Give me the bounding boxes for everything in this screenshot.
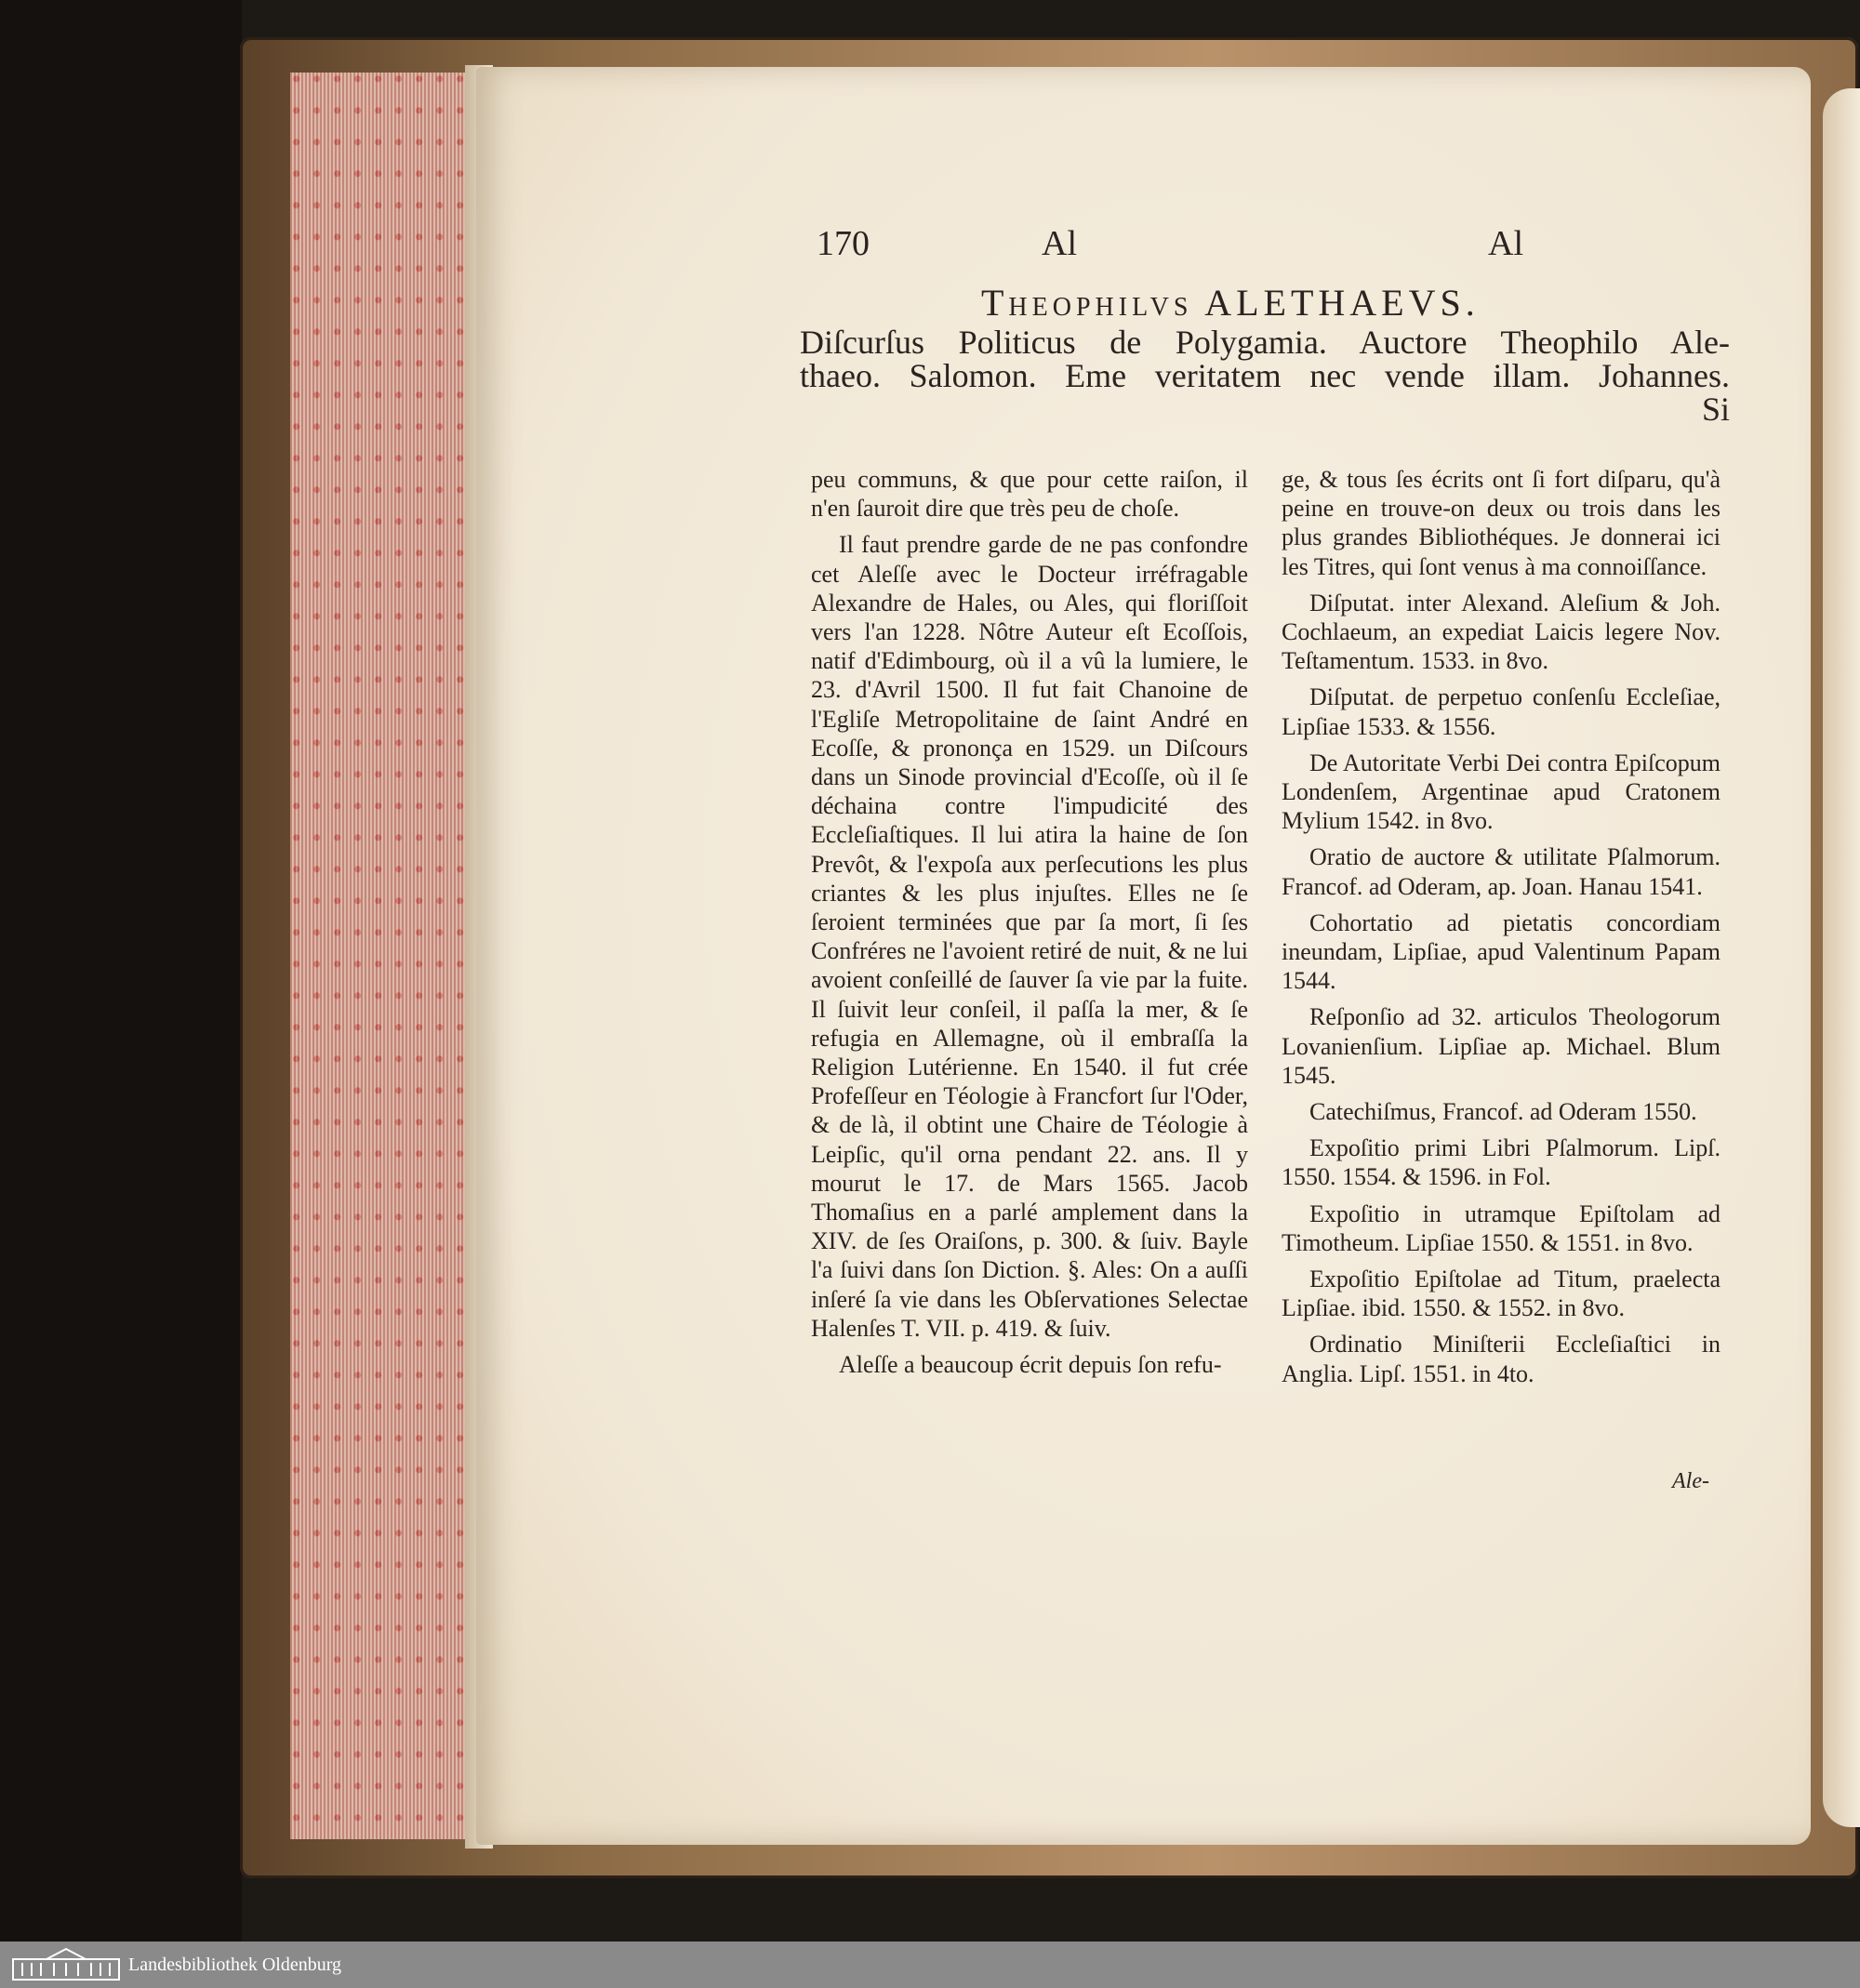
bibliography-entry: Diſputat. inter Alexand. Aleſium & Joh. Cochlaeum, an expediat Laicis legere Nov. Teſtamentum. 1533. in 8vo. [1282, 589, 1720, 675]
catchword: Ale- [1672, 1469, 1709, 1493]
entry-first-name: Theophilvs [981, 282, 1193, 324]
bibliography-entry: Expoſitio in utramque Epiſtolam ad Timotheum. Lipſiae 1550. & 1551. in 8vo. [1282, 1199, 1720, 1256]
left-column [811, 465, 1248, 1386]
bibliography-entry: Oratio de auctore & utilitate Pſalmorum. Francof. ad Oderam, ap. Joan. Hanau 1541. [1282, 843, 1720, 900]
library-footer [0, 1942, 1860, 1988]
entry-title [981, 281, 1576, 325]
left-paragraph: Aleſſe a beaucoup écrit depuis ſon refu- [839, 1351, 1222, 1379]
library-name: Landesbibliothek Oldenburg [128, 1954, 342, 1975]
page-number: 170 [817, 224, 870, 263]
book-title-block [800, 325, 1730, 426]
book-title-line-3: Si [1701, 391, 1730, 428]
left-paragraph: Il faut prendre garde de ne pas confondre cet Aleſſe avec le Docteur irréfragable Alexandre de Hales, ou Ales, qui floriſſoit vers l'an 1228. Nôtre Auteur eſt Ecoſſois, natif d'Edimbourg, où il a vû la lumiere, le 23. d'Avril 1500. Il fut fait Chanoine de l'Egliſe Metropolitaine de ſaint André en Ecoſſe, & prononça en 1529. un Diſcours dans un Sinode provincial d'Ecoſſe, où il ſe déchaina contre l'impudicité des Eccleſiaſtiques. Il lui atira la haine de ſon Prevôt, & l'expoſa aux perſecutions les plus criantes & les plus injuſtes. Elles ne ſe ſeroient terminées que par ſa mort, ſi ſes Confréres ne l'avoient retiré de nuit, & ne lui avoient conſeillé de ſauver ſa vie par la fuite. Il ſuivit leur conſeil, il paſſa la mer, & ſe refugia en Allemagne, où il embraſſa la Religion Lutérienne. En 1540. il fut crée Profeſſeur en Téologie à Francfort ſur l'Oder, & de là, il obtint une Chaire de Téologie à Leipſic, qu'il orna pendant 22. ans. Il y mourut le 17. de Mars 1565. Jacob Thomaſius en a parlé amplement dans la XIV. de ſes Oraiſons, p. 300. & ſuiv. Bayle l'a ſuivi dans ſon Diction. §. Ales: On a auſſi inſeré ſa vie dans les Obſervationes Selectae Halenſes T. VII. p. 419. & ſuiv. [811, 531, 1248, 1342]
right-column [1282, 465, 1720, 1396]
bibliography-entry: Ordinatio Miniſterii Eccleſiaſtici in Anglia. Lipſ. 1551. in 4to. [1282, 1331, 1720, 1387]
page-block-edge [290, 73, 480, 1839]
book-title-line-1: Diſcurſus Politicus de Polygamia. Auctore Theophilo Ale- [800, 324, 1730, 361]
running-head [809, 223, 1725, 270]
facing-page-edge [1823, 88, 1860, 1827]
bibliography-entry: Expoſitio Epiſtolae ad Titum, praelecta Lipſiae. ibid. 1550. & 1552. in 8vo. [1282, 1266, 1720, 1322]
running-head-right: Al [1488, 224, 1523, 263]
bibliography-entry: Expoſitio primi Libri Pſalmorum. Lipſ. 1550. 1554. & 1596. in Fol. [1282, 1134, 1720, 1191]
bibliography-entry: Catechiſmus, Francof. ad Oderam 1550. [1309, 1098, 1697, 1126]
bibliography-entry: De Autoritate Verbi Dei contra Epiſcopum Londenſem, Argentinae apud Cratonem Mylium 1542. in 8vo. [1282, 749, 1720, 835]
bibliography-entry: Reſponſio ad 32. articulos Theologorum Lovanienſium. Lipſiae ap. Michael. Blum 1545. [1282, 1003, 1720, 1089]
left-paragraph: peu communs, & que pour cette raiſon, il n'en ſauroit dire que très peu de choſe. [811, 466, 1248, 523]
bibliography-entry: Diſputat. de perpetuo conſenſu Eccleſiae, Lipſiae 1533. & 1556. [1282, 683, 1720, 740]
scan-background [0, 0, 242, 1942]
bibliography-entry: Cohortatio ad pietatis concordiam ineundam, Lipſiae, apud Valentinum Papam 1544. [1282, 908, 1720, 995]
running-head-left: Al [1042, 224, 1077, 263]
entry-surname: ALETHAEVS. [1204, 282, 1480, 324]
library-building-icon [11, 1946, 121, 1983]
right-paragraph: ge, & tous ſes écrits ont ſi fort diſparu, qu'à peine en trouve-on deux ou trois dans les plus grandes Bibliothéques. Je donnerai ici les Titres, qui ſont venus à ma connoiſſance. [1282, 466, 1720, 580]
book-title-line-2: thaeo. Salomon. Eme veritatem nec vende illam. Johannes. [800, 357, 1730, 394]
